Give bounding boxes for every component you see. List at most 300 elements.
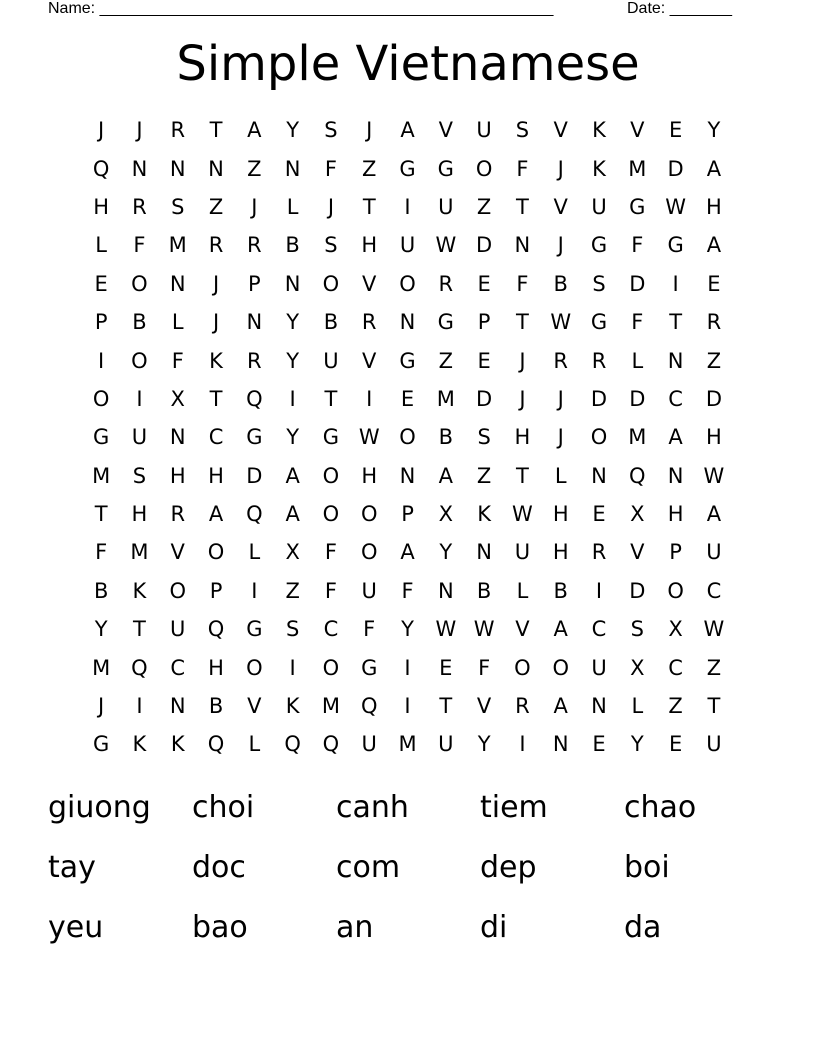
grid-letter[interactable]: V [553, 194, 568, 219]
grid-letter[interactable]: L [95, 233, 107, 258]
grid-letter[interactable]: C [668, 655, 683, 680]
grid-letter[interactable]: F [324, 578, 337, 603]
grid-letter[interactable]: X [170, 386, 185, 411]
grid-letter[interactable]: N [399, 310, 416, 335]
grid-row [82, 341, 733, 379]
grid-letter[interactable]: E [439, 655, 453, 680]
grid-letter[interactable]: V [362, 348, 377, 373]
grid-letter[interactable]: A [285, 463, 300, 488]
grid-letter[interactable]: Q [207, 732, 225, 757]
grid-letter[interactable]: T [94, 502, 108, 527]
grid-letter[interactable]: Z [668, 694, 683, 719]
grid-letter[interactable]: K [592, 156, 606, 181]
grid-letter[interactable]: H [131, 502, 148, 527]
grid-letter[interactable]: J [212, 310, 220, 335]
grid-letter[interactable]: E [592, 502, 606, 527]
grid-letter[interactable]: U [591, 655, 607, 680]
grid-letter[interactable]: N [591, 694, 607, 719]
grid-letter[interactable]: T [209, 386, 223, 411]
grid-letter[interactable]: K [132, 732, 147, 757]
grid-letter[interactable]: N [437, 578, 454, 603]
grid-letter[interactable]: W [435, 233, 457, 258]
grid-letter[interactable]: E [592, 732, 606, 757]
grid-letter[interactable]: V [170, 540, 185, 565]
grid-letter[interactable]: F [516, 156, 529, 181]
grid-letter[interactable]: U [361, 578, 377, 603]
grid-letter[interactable]: R [132, 194, 147, 219]
grid-letter[interactable]: F [95, 540, 108, 565]
grid-letter[interactable]: T [133, 617, 146, 642]
grid-letter[interactable]: H [552, 502, 569, 527]
grid-letter[interactable]: O [399, 271, 416, 296]
grid-letter[interactable]: Q [629, 463, 646, 488]
grid-letter[interactable]: L [631, 694, 644, 719]
grid-letter[interactable]: O [246, 655, 263, 680]
grid-letter[interactable]: W [550, 310, 572, 335]
grid-letter[interactable]: M [628, 425, 647, 450]
grid-letter[interactable]: T [439, 694, 453, 719]
grid-letter[interactable]: Z [285, 578, 300, 603]
grid-letter[interactable]: A [553, 617, 568, 642]
grid-letter[interactable]: A [668, 425, 683, 450]
grid-letter[interactable]: G [437, 310, 454, 335]
grid-letter[interactable]: R [438, 271, 454, 296]
grid-letter[interactable]: D [667, 156, 684, 181]
grid-letter[interactable]: I [136, 694, 143, 719]
grid-letter[interactable]: H [552, 540, 569, 565]
grid-letter[interactable]: I [519, 732, 526, 757]
grid-letter[interactable]: B [476, 578, 492, 603]
grid-letter[interactable]: T [516, 310, 529, 335]
grid-letter[interactable]: V [247, 694, 262, 719]
grid-letter[interactable]: O [322, 463, 340, 488]
grid-letter[interactable]: I [136, 386, 143, 411]
grid-letter[interactable]: R [706, 310, 722, 335]
grid-letter[interactable]: V [630, 118, 645, 143]
grid-letter[interactable]: N [131, 156, 148, 181]
grid-letter[interactable]: F [401, 578, 414, 603]
grid-letter[interactable]: C [591, 617, 607, 642]
grid-letter[interactable]: O [552, 655, 569, 680]
grid-letter[interactable]: U [476, 118, 492, 143]
grid-letter[interactable]: Y [630, 732, 644, 757]
grid-row [82, 188, 733, 226]
grid-letter[interactable]: F [171, 348, 184, 373]
grid-letter[interactable]: G [246, 425, 263, 450]
grid-letter[interactable]: D [476, 233, 493, 258]
grid-letter[interactable]: F [363, 617, 376, 642]
grid-letter[interactable]: X [668, 617, 683, 642]
grid-letter[interactable]: V [515, 617, 530, 642]
grid-letter[interactable]: L [248, 540, 261, 565]
grid-letter[interactable]: O [207, 540, 225, 565]
grid-letter[interactable]: B [553, 578, 568, 603]
grid-letter[interactable]: J [557, 425, 564, 450]
grid-letter[interactable]: J [557, 233, 564, 258]
grid-letter[interactable]: S [285, 617, 300, 642]
grid-letter[interactable]: S [324, 118, 338, 143]
grid-letter[interactable]: O [590, 425, 608, 450]
grid-letter[interactable]: J [519, 386, 526, 411]
grid-letter[interactable]: J [557, 386, 564, 411]
grid-letter[interactable]: E [94, 271, 108, 296]
grid-letter[interactable]: W [435, 617, 457, 642]
grid-letter[interactable]: U [438, 732, 454, 757]
grid-letter[interactable]: I [672, 271, 679, 296]
grid-letter[interactable]: R [553, 348, 568, 373]
grid-letter[interactable]: Y [286, 348, 300, 373]
grid-letter[interactable]: F [324, 540, 337, 565]
grid-letter[interactable]: S [171, 194, 185, 219]
grid-letter[interactable]: C [170, 655, 186, 680]
grid-letter[interactable]: K [132, 578, 147, 603]
grid-row [82, 111, 733, 149]
grid-letter[interactable]: U [438, 194, 454, 219]
grid-letter[interactable]: W [473, 617, 495, 642]
grid-letter[interactable]: M [436, 386, 455, 411]
grid-letter[interactable]: C [668, 386, 683, 411]
grid-letter[interactable]: B [93, 578, 109, 603]
grid-letter[interactable]: B [323, 310, 339, 335]
grid-letter[interactable]: H [208, 463, 224, 488]
grid-letter[interactable]: N [591, 463, 607, 488]
grid-letter[interactable]: U [706, 540, 722, 565]
grid-letter[interactable]: W [358, 425, 380, 450]
grid-letter[interactable]: H [208, 655, 224, 680]
grid-letter[interactable]: H [667, 502, 684, 527]
grid-letter[interactable]: J [519, 348, 526, 373]
grid-letter[interactable]: C [208, 425, 224, 450]
grid-letter[interactable]: G [399, 348, 416, 373]
grid-letter[interactable]: P [401, 502, 414, 527]
grid-letter[interactable]: O [322, 502, 340, 527]
word-bank-item: dep [480, 850, 537, 885]
grid-letter[interactable]: P [248, 271, 261, 296]
grid-letter[interactable]: O [514, 655, 531, 680]
grid-letter[interactable]: M [398, 732, 417, 757]
grid-letter[interactable]: O [360, 502, 378, 527]
grid-letter[interactable]: F [133, 233, 146, 258]
grid-letter[interactable]: L [171, 310, 184, 335]
grid-letter[interactable]: O [131, 348, 148, 373]
grid-letter[interactable]: P [209, 578, 223, 603]
grid-letter[interactable]: O [92, 386, 110, 411]
grid-letter[interactable]: A [208, 502, 224, 527]
grid-letter[interactable]: N [284, 271, 301, 296]
grid-letter[interactable]: U [514, 540, 531, 565]
grid-letter[interactable]: E [668, 732, 683, 757]
grid-letter[interactable]: L [554, 463, 567, 488]
grid-letter[interactable]: H [361, 463, 378, 488]
grid-letter[interactable]: C [706, 578, 722, 603]
grid-letter[interactable]: T [516, 463, 529, 488]
grid-letter[interactable]: T [324, 386, 338, 411]
grid-letter[interactable]: G [399, 156, 416, 181]
grid-letter[interactable]: K [170, 732, 185, 757]
grid-letter[interactable]: M [628, 156, 647, 181]
grid-letter[interactable]: N [169, 156, 186, 181]
grid-letter[interactable]: R [247, 233, 262, 258]
grid-letter[interactable]: M [321, 694, 340, 719]
grid-letter[interactable]: T [209, 118, 223, 143]
grid-letter[interactable]: I [366, 386, 373, 411]
grid-letter[interactable]: U [706, 732, 722, 757]
grid-letter[interactable]: Y [439, 540, 453, 565]
grid-letter[interactable]: G [322, 425, 340, 450]
grid-letter[interactable]: J [251, 194, 258, 219]
grid-letter[interactable]: Z [247, 156, 262, 181]
grid-letter[interactable]: I [289, 655, 296, 680]
grid-letter[interactable]: Y [286, 118, 300, 143]
grid-letter[interactable]: O [667, 578, 684, 603]
grid-letter[interactable]: D [246, 463, 263, 488]
grid-letter[interactable]: Y [477, 732, 491, 757]
grid-letter[interactable]: N [552, 732, 569, 757]
word-bank-item: com [336, 850, 401, 885]
grid-letter[interactable]: X [630, 502, 645, 527]
grid-letter[interactable]: U [361, 732, 377, 757]
grid-letter[interactable]: Y [286, 310, 300, 335]
grid-letter[interactable]: G [629, 194, 646, 219]
grid-letter[interactable]: X [630, 655, 645, 680]
grid-letter[interactable]: Q [92, 156, 110, 181]
grid-letter[interactable]: G [437, 156, 454, 181]
grid-letter[interactable]: J [98, 118, 105, 143]
grid-letter[interactable]: A [247, 118, 262, 143]
grid-letter[interactable]: J [557, 156, 564, 181]
grid-letter[interactable]: N [399, 463, 416, 488]
grid-letter[interactable]: L [516, 578, 529, 603]
grid-letter[interactable]: I [595, 578, 603, 603]
grid-letter[interactable]: I [404, 655, 411, 680]
grid-letter[interactable]: U [170, 617, 186, 642]
grid-letter[interactable]: V [630, 540, 645, 565]
grid-letter[interactable]: F [324, 156, 337, 181]
grid-letter[interactable]: A [706, 156, 722, 181]
grid-letter[interactable]: O [399, 425, 416, 450]
grid-letter[interactable]: Q [246, 386, 263, 411]
grid-letter[interactable]: B [553, 271, 568, 296]
word-bank-row [48, 898, 768, 958]
grid-letter[interactable]: D [629, 578, 646, 603]
grid-letter[interactable]: X [285, 540, 300, 565]
grid-letter[interactable]: S [630, 617, 644, 642]
grid-letter[interactable]: C [323, 617, 339, 642]
grid-letter[interactable]: G [590, 233, 608, 258]
grid-letter[interactable]: E [400, 386, 415, 411]
grid-letter[interactable]: O [322, 655, 340, 680]
grid-letter[interactable]: J [212, 271, 220, 296]
grid-letter[interactable]: J [98, 694, 105, 719]
grid-letter[interactable]: R [170, 118, 186, 143]
grid-letter[interactable]: Q [207, 617, 225, 642]
grid-letter[interactable]: S [477, 425, 491, 450]
grid-letter[interactable]: S [324, 233, 338, 258]
grid-letter[interactable]: Z [362, 156, 377, 181]
grid-letter[interactable]: U [131, 425, 148, 450]
grid-letter[interactable]: N [169, 425, 186, 450]
grid-letter[interactable]: Z [706, 655, 722, 680]
grid-letter[interactable]: I [404, 194, 411, 219]
grid-letter[interactable]: W [665, 194, 686, 219]
grid-letter[interactable]: I [251, 578, 258, 603]
grid-letter[interactable]: I [289, 386, 296, 411]
grid-letter[interactable]: N [169, 271, 186, 296]
grid-letter[interactable]: Q [284, 732, 301, 757]
grid-letter[interactable]: F [631, 310, 644, 335]
grid-letter[interactable]: M [92, 655, 111, 680]
grid-letter[interactable]: J [366, 118, 373, 143]
grid-letter[interactable]: M [168, 233, 187, 258]
grid-letter[interactable]: Y [94, 617, 108, 642]
grid-letter[interactable]: T [669, 310, 683, 335]
grid-letter[interactable]: D [629, 271, 646, 296]
grid-letter[interactable]: E [477, 271, 491, 296]
grid-letter[interactable]: N [667, 463, 684, 488]
grid-letter[interactable]: Z [476, 194, 492, 219]
grid-letter[interactable]: O [131, 271, 148, 296]
word-bank-item: bao [192, 910, 248, 945]
grid-letter[interactable]: K [592, 118, 606, 143]
grid-letter[interactable]: N [667, 348, 684, 373]
grid-letter[interactable]: G [361, 655, 378, 680]
grid-letter[interactable]: H [706, 194, 722, 219]
grid-letter[interactable]: L [248, 732, 261, 757]
grid-letter[interactable]: N [246, 310, 263, 335]
grid-letter[interactable]: Z [438, 348, 454, 373]
grid-letter[interactable]: P [669, 540, 682, 565]
grid-letter[interactable]: N [476, 540, 492, 565]
grid-letter[interactable]: G [667, 233, 684, 258]
grid-letter[interactable]: A [400, 118, 415, 143]
grid-letter[interactable]: W [512, 502, 533, 527]
grid-letter[interactable]: U [591, 194, 607, 219]
grid-letter[interactable]: H [361, 233, 378, 258]
grid-letter[interactable]: E [668, 118, 683, 143]
grid-letter[interactable]: D [476, 386, 493, 411]
grid-letter[interactable]: W [703, 463, 725, 488]
grid-letter[interactable]: R [361, 310, 377, 335]
grid-letter[interactable]: X [438, 502, 454, 527]
grid-letter[interactable]: A [400, 540, 415, 565]
grid-letter[interactable]: I [98, 348, 105, 373]
grid-letter[interactable]: Q [131, 655, 148, 680]
grid-letter[interactable]: F [516, 271, 529, 296]
grid-letter[interactable]: G [246, 617, 263, 642]
grid-letter[interactable]: J [327, 194, 335, 219]
grid-letter[interactable]: Q [246, 502, 263, 527]
grid-letter[interactable]: N [514, 233, 531, 258]
grid-letter[interactable]: L [286, 194, 299, 219]
grid-letter[interactable]: B [285, 233, 300, 258]
grid-letter[interactable]: G [93, 732, 110, 757]
grid-letter[interactable]: L [631, 348, 644, 373]
grid-letter[interactable]: H [706, 425, 722, 450]
grid-letter[interactable]: E [707, 271, 721, 296]
grid-letter[interactable]: J [136, 118, 143, 143]
grid-letter[interactable]: D [590, 386, 608, 411]
grid-letter[interactable]: S [515, 118, 530, 143]
grid-letter[interactable]: G [590, 310, 608, 335]
grid-letter[interactable]: Y [707, 118, 721, 143]
grid-letter[interactable]: U [323, 348, 339, 373]
grid-letter[interactable]: R [515, 694, 530, 719]
grid-letter[interactable]: F [631, 233, 644, 258]
grid-letter[interactable]: A [706, 233, 722, 258]
grid-letter[interactable]: N [284, 156, 301, 181]
grid-letter[interactable]: V [476, 694, 492, 719]
grid-letter[interactable]: Q [322, 732, 340, 757]
grid-letter[interactable]: F [478, 655, 491, 680]
grid-letter[interactable]: S [592, 271, 606, 296]
grid-letter[interactable]: R [247, 348, 262, 373]
grid-letter[interactable]: M [130, 540, 149, 565]
grid-letter[interactable]: Z [706, 348, 722, 373]
grid-letter[interactable]: Q [360, 694, 378, 719]
grid-letter[interactable]: R [170, 502, 186, 527]
grid-letter[interactable]: S [132, 463, 147, 488]
word-bank [48, 778, 768, 958]
grid-letter[interactable]: H [514, 425, 531, 450]
grid-letter[interactable]: V [438, 118, 453, 143]
grid-letter[interactable]: G [93, 425, 110, 450]
grid-letter[interactable]: Z [208, 194, 224, 219]
grid-letter[interactable]: T [516, 194, 529, 219]
word-bank-item: tiem [480, 790, 548, 825]
grid-letter[interactable]: E [477, 348, 491, 373]
grid-letter[interactable]: A [553, 694, 568, 719]
grid-letter[interactable]: N [169, 694, 186, 719]
grid-letter[interactable]: U [399, 233, 416, 258]
grid-letter[interactable]: O [322, 271, 340, 296]
grid-letter[interactable]: N [208, 156, 224, 181]
grid-letter[interactable]: R [208, 233, 224, 258]
grid-letter[interactable]: T [707, 694, 721, 719]
grid-letter[interactable]: M [92, 463, 111, 488]
grid-letter[interactable]: A [285, 502, 300, 527]
grid-letter[interactable]: K [477, 502, 491, 527]
grid-letter[interactable]: V [553, 118, 568, 143]
grid-letter[interactable]: V [362, 271, 377, 296]
grid-letter[interactable]: O [475, 156, 493, 181]
grid-letter[interactable]: O [169, 578, 186, 603]
grid-letter[interactable]: Y [401, 617, 414, 642]
grid-letter[interactable]: D [629, 386, 646, 411]
grid-letter[interactable]: P [94, 310, 108, 335]
grid-letter[interactable]: H [169, 463, 186, 488]
grid-letter[interactable]: A [706, 502, 722, 527]
grid-letter[interactable]: T [362, 194, 376, 219]
grid-letter[interactable]: H [93, 194, 110, 219]
grid-letter[interactable]: R [591, 348, 607, 373]
grid-letter[interactable]: W [703, 617, 725, 642]
page-title: Simple Vietnamese [176, 36, 640, 92]
letter-grid [82, 111, 733, 764]
grid-letter[interactable]: R [591, 540, 607, 565]
grid-letter[interactable]: B [132, 310, 147, 335]
grid-letter[interactable]: P [477, 310, 491, 335]
grid-letter[interactable]: K [209, 348, 223, 373]
grid-letter[interactable]: B [208, 694, 224, 719]
grid-letter[interactable]: Y [286, 425, 300, 450]
grid-letter[interactable]: D [705, 386, 722, 411]
grid-letter[interactable]: K [285, 694, 300, 719]
grid-letter[interactable]: I [404, 694, 411, 719]
grid-letter[interactable]: B [438, 425, 454, 450]
grid-letter[interactable]: Z [476, 463, 492, 488]
grid-letter[interactable]: A [438, 463, 453, 488]
grid-letter[interactable]: O [360, 540, 378, 565]
